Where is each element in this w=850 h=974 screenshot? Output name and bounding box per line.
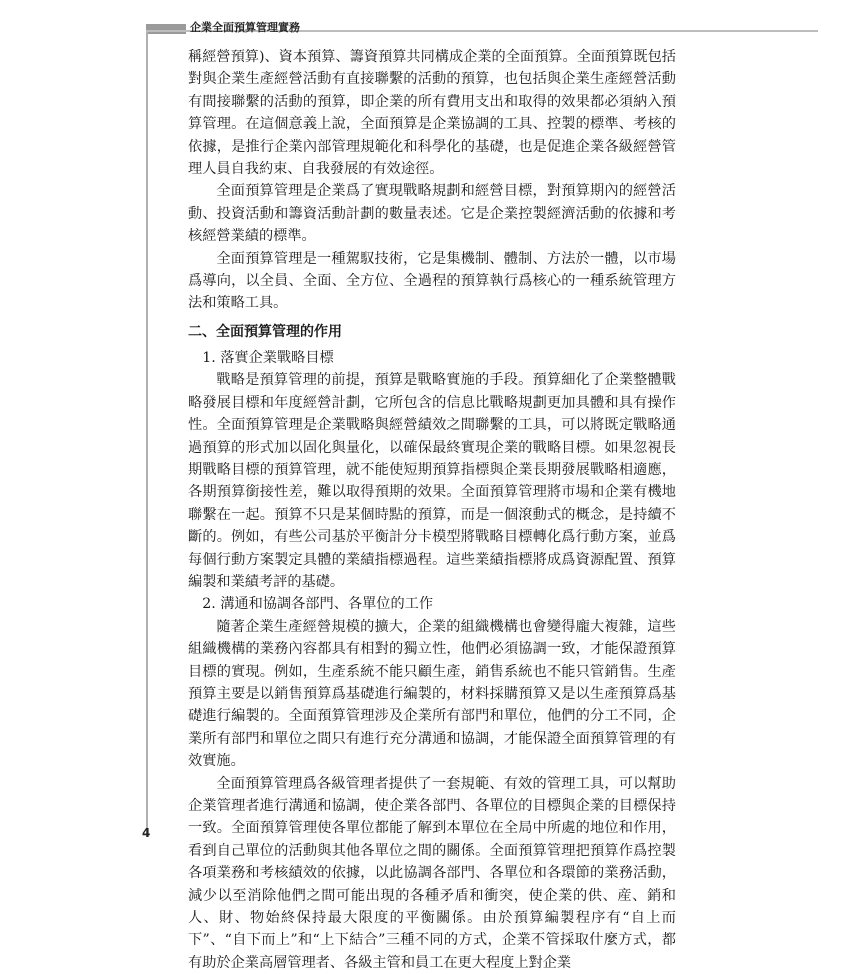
page-content [188, 46, 676, 974]
paragraph: 全面預算管理是企業爲了實現戰略規劃和經營目標，對預算期內的經營活動、投資活動和籌資活動計劃的數量表述。它是企業控製經濟活動的依據和考核經營業績的標準。 [188, 183, 676, 245]
paragraph: 全面預算管理是一種駕馭技術，它是集機制、體制、方法於一體，以市場爲導向，以全員、全面、全方位、全過程的預算執行爲核心的一種系統管理方法和策略工具。 [188, 250, 676, 312]
page-number: 4 [142, 826, 151, 840]
subsection-heading: 1. 落實企業戰略目標 [202, 349, 334, 366]
paragraph: 隨著企業生產經營規模的擴大，企業的組織機構也會變得龐大複雜，這些組織機構的業務內容都具有相對的獨立性，他們必須協調一致，才能保證預算目標的實現。例如，生產系統不能只顧生產，銷售系統也不能只管銷售。生產預算主要是以銷售預算爲基礎進行編製的，材料採購預算又是以生產預算爲基礎進行編製的。全面預算管理涉及企業所有部門和單位，他們的分工不同，企業所有部門和單位之間只有進行充分溝通和協調，才能保證全面預算管理的有效實施。 [188, 618, 676, 770]
paragraph: 全面預算管理爲各級管理者提供了一套規範、有效的管理工具，可以幫助企業管理者進行溝通和協調，使企業各部門、各單位的目標與企業的目標保持一致。全面預算管理使各單位都能了解到本單位在全局中所處的地位和作用，看到自己單位的活動與其他各單位之間的關係。全面預算管理把預算作爲控製各項業務和考核績效的依據，以此協調各部門、各單位和各環節的業務活動，減少以至消除他們之間可能出現的各種矛盾和衝突，使企業的供、産、銷和人、財、物始終保持最大限度的平衡關係。由於預算編製程序有“自上而下”、“自下而上”和“上下結合”三種不同的方式，企業不管採取什麼方式，都有助於企業高層管理者、各級主管和員工在更大程度上對企業 [188, 775, 676, 971]
margin-rule [146, 32, 148, 837]
running-header-title: 企業全面預算管理實務 [190, 21, 300, 34]
paragraph: 稱經營預算)、資本預算、籌資預算共同構成企業的全面預算。全面預算既包括對與企業生產經營活動有直接聯繫的活動的預算，也包括與企業生產經營活動有間接聯繫的活動的預算，即企業的所有費用支出和取得的效果都必須納入預算管理。在這個意義上說，全面預算是企業協調的工具、控製的標準、考核的依據，是推行企業內部管理規範化和科學化的基礎，也是促進企業各級經營管理人員自我約束、自我發展的有效途徑。 [188, 49, 676, 178]
paragraph: 戰略是預算管理的前提，預算是戰略實施的手段。預算細化了企業整體戰略發展目標和年度經營計劃，它所包含的信息比戰略規劃更加具體和具有操作性。全面預算管理是企業戰略與經營績效之間聯繫的工具，可以將既定戰略通過預算的形式加以固化與量化，以確保最終實現企業的戰略目標。如果忽視長期戰略目標的預算管理，就不能使短期預算指標與企業長期發展戰略相適應，各期預算銜接性差，難以取得預期的效果。全面預算管理將市場和企業有機地聯繫在一起。預算不只是某個時點的預算，而是一個滾動式的概念，是持續不斷的。例如，有些公司基於平衡計分卡模型將戰略目標轉化爲行動方案，並爲每個行動方案製定具體的業績指標過程。這些業績指標將成爲資源配置、預算編製和業績考評的基礎。 [188, 372, 676, 590]
subsection-heading: 2. 溝通和協調各部門、各單位的工作 [202, 596, 434, 613]
section-heading: 二、全面預算管理的作用 [188, 323, 342, 340]
header-decoration-bar [146, 24, 186, 34]
